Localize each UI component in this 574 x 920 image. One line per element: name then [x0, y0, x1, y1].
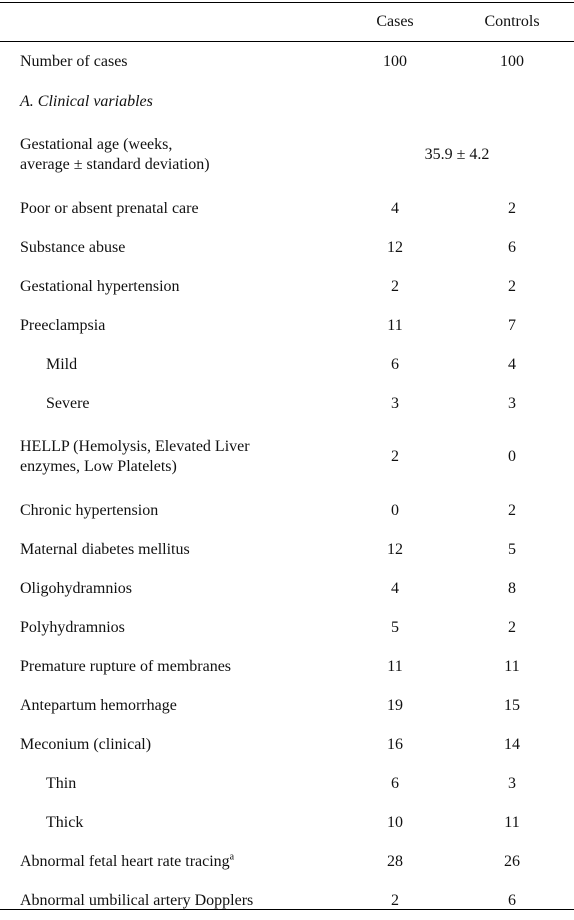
cases-value: 12: [387, 540, 403, 558]
merged-value: 35.9 ± 4.2: [424, 146, 490, 163]
controls-value: 3: [508, 394, 516, 412]
row-label: Maternal diabetes mellitus: [20, 540, 190, 558]
controls-value: 5: [508, 540, 516, 558]
table-row: [0, 530, 574, 569]
row-label-line2: average ± standard deviation): [20, 156, 210, 173]
cases-value: 19: [387, 696, 403, 714]
section-label: A. Clinical variables: [20, 92, 153, 110]
table-row: [0, 423, 574, 491]
cases-value: 3: [391, 394, 399, 412]
controls-value: 7: [508, 316, 516, 334]
cases-value: 6: [391, 355, 399, 373]
table-row: [0, 803, 574, 842]
controls-value: 4: [508, 355, 516, 373]
controls-value: 2: [508, 501, 516, 519]
table-row: [0, 41, 574, 82]
cases-value: 5: [391, 618, 399, 636]
row-label: Severe: [46, 394, 90, 412]
header-row: [0, 3, 574, 41]
table-row: [0, 764, 574, 803]
cases-value: 16: [387, 735, 403, 753]
cases-value: [340, 82, 450, 121]
cases-value: 100: [383, 52, 407, 70]
row-label: Thin: [46, 774, 77, 792]
cases-value: 28: [387, 852, 403, 870]
controls-value: 2: [508, 277, 516, 295]
controls-value: 2: [508, 199, 516, 217]
table-row: [0, 569, 574, 608]
cases-value: 2: [391, 448, 399, 465]
table-row: [0, 842, 574, 881]
row-label: Poor or absent prenatal care: [20, 199, 199, 217]
cases-value: 6: [391, 774, 399, 792]
row-label-line2: enzymes, Low Platelets): [20, 458, 177, 475]
bottom-rule: [0, 909, 574, 910]
table-row: [0, 306, 574, 345]
row-label-two-line: [0, 121, 340, 189]
row-label: Chronic hypertension: [20, 501, 159, 519]
cases-value: 2: [391, 277, 399, 295]
controls-value: 11: [504, 813, 520, 831]
controls-value: 14: [504, 735, 520, 753]
cases-value: 0: [391, 501, 399, 519]
row-label: Number of cases: [20, 52, 128, 70]
controls-value: 26: [504, 852, 520, 870]
table-row: [0, 121, 574, 189]
controls-value: 8: [508, 579, 516, 597]
table-row: [0, 686, 574, 725]
controls-value: 11: [504, 657, 520, 675]
row-label: Polyhydramnios: [20, 618, 125, 636]
cases-value: 12: [387, 238, 403, 256]
row-label: Premature rupture of membranes: [20, 657, 232, 675]
cases-value: 4: [391, 579, 399, 597]
row-label: Thick: [46, 813, 84, 831]
header-cases: Cases: [376, 13, 414, 30]
row-label: Abnormal fetal heart rate tracing: [20, 852, 230, 870]
controls-value: 3: [508, 774, 516, 792]
row-label: Mild: [46, 355, 78, 373]
row-label-with-footnote: [0, 842, 340, 881]
table-row: [0, 228, 574, 267]
row-label-line1: Gestational age (weeks,: [20, 136, 173, 153]
controls-value: 0: [508, 448, 516, 465]
table-row: [0, 491, 574, 530]
table-row: [0, 384, 574, 423]
controls-value: 15: [504, 696, 520, 714]
row-label: Abnormal umbilical artery Dopplers: [20, 891, 254, 909]
row-label: Preeclampsia: [20, 316, 106, 334]
table-row: [0, 647, 574, 686]
controls-value: 2: [508, 618, 516, 636]
row-label: Antepartum hemorrhage: [20, 696, 177, 714]
row-label: Oligohydramnios: [20, 579, 132, 597]
table-row: [0, 189, 574, 228]
footnote-marker: a: [229, 851, 235, 863]
controls-value: 6: [508, 891, 516, 909]
row-label: Substance abuse: [20, 238, 126, 256]
header-controls: Controls: [484, 13, 540, 30]
row-label: Meconium (clinical): [20, 735, 152, 753]
table-row: [0, 608, 574, 647]
cases-value: 4: [391, 199, 399, 217]
table-row: [0, 267, 574, 306]
cases-value: 11: [387, 316, 403, 334]
table-row: [0, 881, 574, 920]
header-label: [0, 3, 340, 41]
row-label: Gestational hypertension: [20, 277, 180, 295]
clinical-variables-table: [0, 3, 574, 920]
controls-value: 6: [508, 238, 516, 256]
cases-value: 11: [387, 657, 403, 675]
row-label-two-line: [0, 423, 340, 491]
table-row: [0, 345, 574, 384]
row-label-line1: HELLP (Hemolysis, Elevated Liver: [20, 438, 250, 455]
controls-value: [450, 82, 574, 121]
controls-value: 100: [500, 52, 524, 70]
cases-value: 10: [387, 813, 403, 831]
cases-value: 2: [391, 891, 399, 909]
table-row: [0, 725, 574, 764]
section-row: [0, 82, 574, 121]
